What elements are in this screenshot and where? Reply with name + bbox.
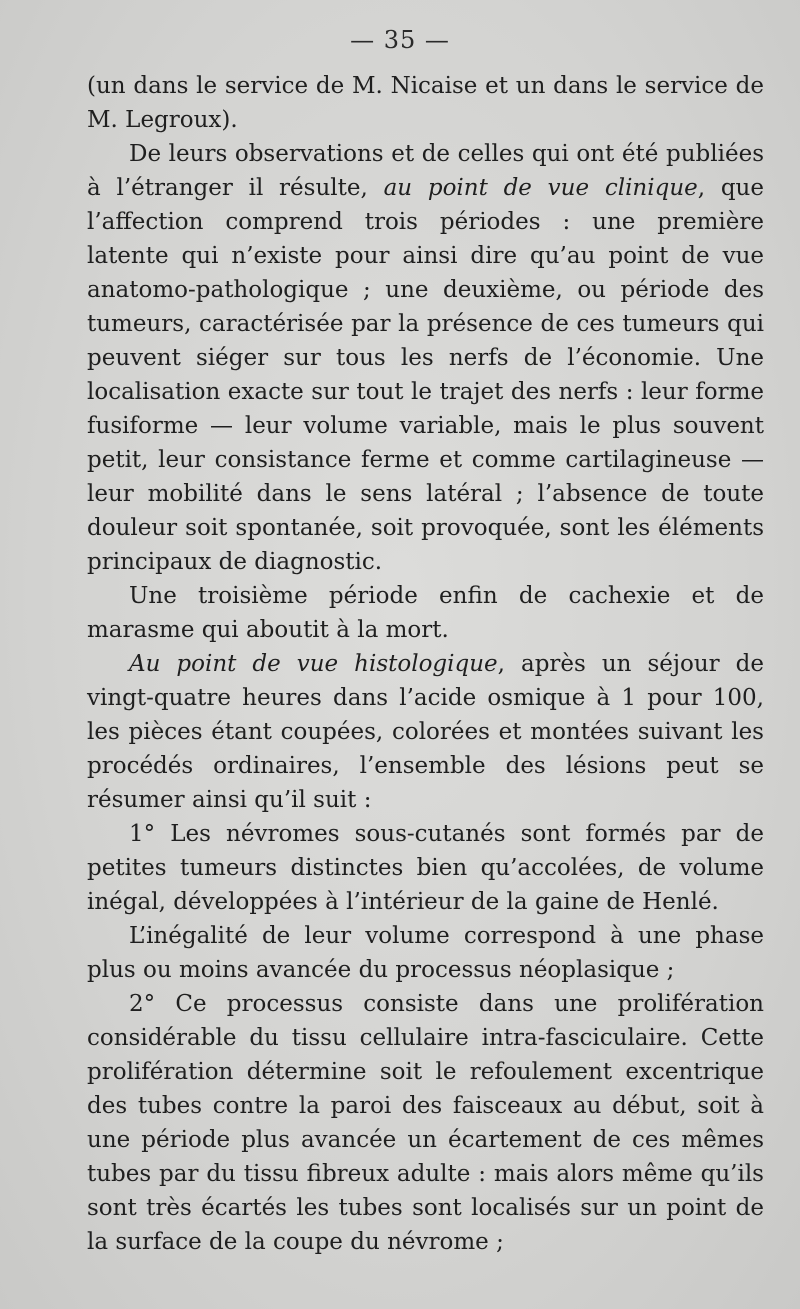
- paragraph-7: 2° Ce processus consiste dans une prolifération considérable du tissu cellulaire intra-fasciculaire. Cette prolifération détermine soit le refoulement excentrique des tubes contre la paroi des faisceaux au début, soit à une période plus avancée un écartement de ces mêmes tubes par du tissu fibreux adulte : mais alors même qu’ils sont très écartés les tubes sont localisés sur un point de la surface de la coupe du névrome ;: [87, 991, 764, 1255]
- paragraph-3: Une troisième période enfin de cachexie et de marasme qui aboutit à la mort.: [87, 583, 764, 643]
- paragraph-2-rest: , que l’affection comprend trois périodes : une première latente qui n’existe pour ainsi dire qu’au point de vue anatomo-pathologique ; une deuxième, ou période des tumeurs, caractérisée par la présence de ces tumeurs qui peuvent siéger sur tous les nerfs de l’économie. Une localisation exacte sur tout le trajet des nerfs : leur forme fusiforme — leur volume variable, mais le plus souvent petit, leur consistance ferme et comme cartilagineuse — leur mobilité dans le sens latéral ; l’absence de toute douleur soit spontanée, soit provoquée, sont les éléments principaux de diagnostic.: [87, 175, 764, 575]
- paragraph-2-italic: au point de vue clinique: [383, 175, 698, 201]
- paragraph-6: L’inégalité de leur volume correspond à une phase plus ou moins avancée du processus néoplasique ;: [87, 923, 764, 983]
- paragraph-1: (un dans le service de M. Nicaise et un dans le service de M. Legroux).: [87, 73, 764, 133]
- body-text: [87, 69, 764, 1259]
- paragraph-4: [87, 647, 764, 817]
- paragraph-4-rest: , après un séjour de vingt-quatre heures dans l’acide osmique à 1 pour 100, les pièces étant coupées, colorées et montées suivant les procédés ordinaires, l’ensemble des lésions peut se résumer ainsi qu’il suit :: [87, 651, 764, 813]
- page-number: — 35 —: [350, 26, 450, 54]
- paragraph-5: 1° Les névromes sous-cutanés sont formés par de petites tumeurs distinctes bien qu’accolées, de volume inégal, développées à l’intérieur de la gaine de Henlé.: [87, 821, 764, 915]
- paragraph-2: [87, 137, 764, 579]
- paragraph-4-italic: Au point de vue histologique: [129, 651, 498, 677]
- paragraph-2-start: De leurs observations et de celles qui ont été publiées à l’étranger il résulte,: [87, 141, 764, 201]
